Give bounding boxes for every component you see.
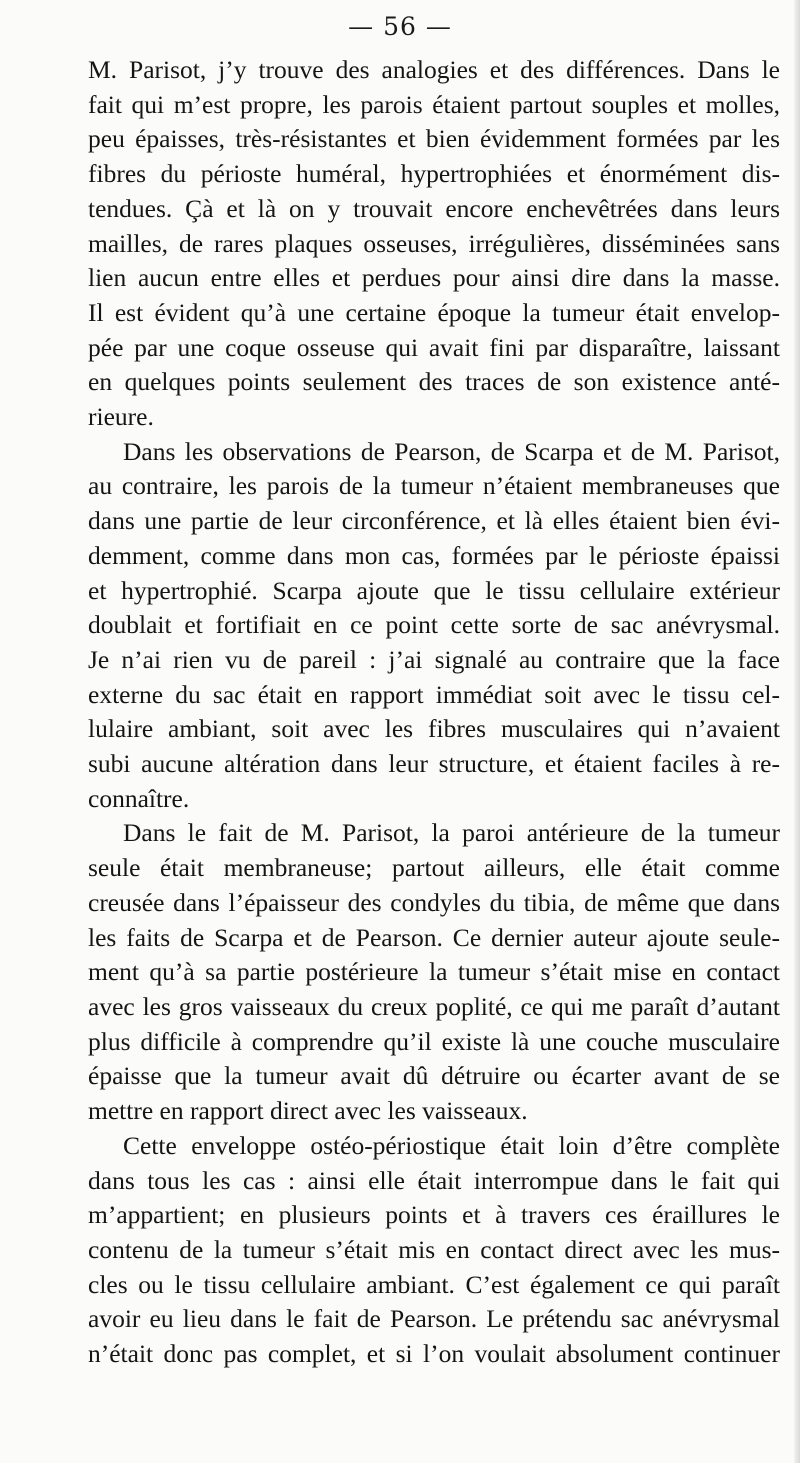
text-line: Je n’ai rien vu de pareil : j’ai signalé au contraire que la face bbox=[88, 644, 780, 674]
text-line: creusée dans l’épaisseur des condyles du tibia, de même que dans bbox=[88, 887, 780, 917]
text-line: dans une partie de leur circonférence, et là elles étaient bien évi- bbox=[88, 506, 780, 536]
text-line: plus difficile à comprendre qu’il existe là une couche musculaire bbox=[88, 1026, 780, 1056]
text-line: pée par une coque osseuse qui avait fini par disparaître, laissant bbox=[88, 332, 780, 362]
text-line: demment, comme dans mon cas, formées par le périoste épaissi bbox=[88, 540, 780, 570]
page-edge bbox=[794, 0, 800, 1463]
text-line: avec les gros vaisseaux du creux poplité, ce qui me paraît d’autant bbox=[88, 991, 780, 1021]
text-line: tendues. Çà et là on y trouvait encore enchevêtrées dans leurs bbox=[88, 193, 780, 223]
text-line: Dans le fait de M. Parisot, la paroi antérieure de la tumeur bbox=[123, 818, 780, 848]
text-line: Cette enveloppe ostéo-périostique était loin d’être complète bbox=[123, 1130, 780, 1160]
text-line: en quelques points seulement des traces de son existence anté- bbox=[88, 367, 780, 397]
text-line: au contraire, les parois de la tumeur n’étaient membraneuses que bbox=[88, 471, 780, 501]
text-line: fait qui m’est propre, les parois étaient partout souples et molles, bbox=[88, 89, 780, 119]
text-line: peu épaisses, très-résistantes et bien évidemment formées par les bbox=[88, 124, 780, 154]
text-line: épaisse que la tumeur avait dû détruire ou écarter avant de se bbox=[88, 1061, 780, 1091]
text-line: connaître. bbox=[88, 783, 190, 813]
text-line: les faits de Scarpa et de Pearson. Ce dernier auteur ajoute seule- bbox=[88, 922, 780, 952]
text-line: n’était donc pas complet, et si l’on voulait absolument continuer bbox=[88, 1339, 780, 1369]
text-line: lien aucun entre elles et perdues pour ainsi dire dans la masse. bbox=[88, 263, 780, 293]
body-text bbox=[88, 53, 780, 1372]
text-line: M. Parisot, j’y trouve des analogies et des différences. Dans le bbox=[88, 55, 780, 84]
text-line: doublait et fortifiait en ce point cette sorte de sac anévrysmal. bbox=[88, 610, 780, 640]
text-line: rieure. bbox=[88, 402, 154, 432]
text-line: fibres du périoste huméral, hypertrophiées et énormément dis- bbox=[88, 159, 780, 189]
text-line: mailles, de rares plaques osseuses, irrégulières, disséminées sans bbox=[88, 228, 780, 258]
text-line: contenu de la tumeur s’était mis en contact direct avec les mus- bbox=[88, 1234, 780, 1264]
text-line: externe du sac était en rapport immédiat soit avec le tissu cel- bbox=[88, 679, 780, 709]
text-line: lulaire ambiant, soit avec les fibres musculaires qui n’avaient bbox=[88, 714, 780, 744]
text-line: mettre en rapport direct avec les vaisseaux. bbox=[88, 1096, 528, 1126]
text-line: dans tous les cas : ainsi elle était interrompue dans le fait qui bbox=[88, 1165, 780, 1195]
text-line: seule était membraneuse; partout ailleurs, elle était comme bbox=[88, 853, 780, 883]
text-line: Il est évident qu’à une certaine époque la tumeur était envelop- bbox=[88, 297, 780, 327]
text-line: cles ou le tissu cellulaire ambiant. C’est également ce qui paraît bbox=[88, 1269, 780, 1299]
text-line: subi aucune altération dans leur structure, et étaient faciles à re- bbox=[88, 749, 780, 779]
page-number: — 56 — bbox=[348, 12, 452, 41]
text-line: et hypertrophié. Scarpa ajoute que le tissu cellulaire extérieur bbox=[88, 575, 780, 605]
text-line: avoir eu lieu dans le fait de Pearson. Le prétendu sac anévrysmal bbox=[88, 1304, 780, 1334]
text-line: m’appartient; en plusieurs points et à travers ces éraillures le bbox=[88, 1200, 780, 1230]
text-line: Dans les observations de Pearson, de Scarpa et de M. Parisot, bbox=[123, 436, 780, 466]
text-line: ment qu’à sa partie postérieure la tumeur s’était mise en contact bbox=[88, 957, 780, 987]
